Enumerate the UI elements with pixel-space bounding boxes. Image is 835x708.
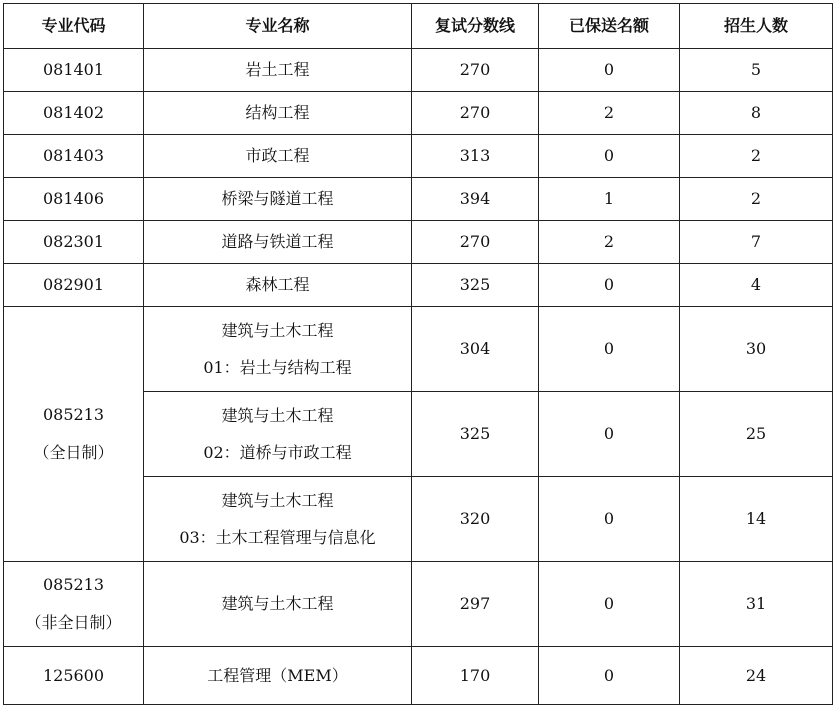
major-name: 建筑与土木工程	[221, 405, 334, 425]
major-code: 082901	[4, 264, 144, 307]
recommended-quota: 2	[539, 221, 680, 264]
recommended-quota: 0	[539, 307, 680, 392]
enrollment-count: 8	[680, 92, 833, 135]
table-row	[4, 178, 833, 221]
retest-score: 270	[412, 221, 539, 264]
retest-score: 270	[412, 49, 539, 92]
table-row	[4, 264, 833, 307]
table-row	[4, 221, 833, 264]
major-direction: 02：道桥与市政工程	[203, 442, 352, 462]
enrollment-count: 4	[680, 264, 833, 307]
major-direction: 01：岩土与结构工程	[203, 357, 352, 377]
header-enrollment: 招生人数	[680, 4, 833, 49]
recommended-quota: 0	[539, 477, 680, 562]
table-row-parttime	[4, 562, 833, 647]
major-name: 建筑与土木工程	[221, 320, 334, 340]
major-name: 市政工程	[144, 135, 412, 178]
enrollment-count: 25	[680, 392, 833, 477]
retest-score: 313	[412, 135, 539, 178]
major-code: 081406	[4, 178, 144, 221]
major-name: 工程管理（MEM）	[144, 647, 412, 705]
recommended-quota: 0	[539, 135, 680, 178]
major-name-cell	[144, 392, 412, 477]
admissions-table	[3, 3, 833, 705]
retest-score: 270	[412, 92, 539, 135]
retest-score: 304	[412, 307, 539, 392]
recommended-quota: 0	[539, 392, 680, 477]
enrollment-count: 7	[680, 221, 833, 264]
major-name: 结构工程	[144, 92, 412, 135]
table-row	[4, 92, 833, 135]
header-retest-score: 复试分数线	[412, 4, 539, 49]
major-name: 岩土工程	[144, 49, 412, 92]
major-code: 081401	[4, 49, 144, 92]
major-direction: 03：土木工程管理与信息化	[179, 527, 376, 547]
recommended-quota: 0	[539, 562, 680, 647]
enrollment-count: 24	[680, 647, 833, 705]
header-major-name: 专业名称	[144, 4, 412, 49]
header-major-code: 专业代码	[4, 4, 144, 49]
retest-score: 170	[412, 647, 539, 705]
major-code: 085213	[42, 405, 105, 424]
major-name-cell	[144, 477, 412, 562]
major-code: 082301	[4, 221, 144, 264]
major-name: 森林工程	[144, 264, 412, 307]
retest-score: 325	[412, 264, 539, 307]
enrollment-count: 2	[680, 178, 833, 221]
major-name: 桥梁与隧道工程	[144, 178, 412, 221]
enrollment-count: 30	[680, 307, 833, 392]
major-code: 125600	[4, 647, 144, 705]
major-name: 建筑与土木工程	[144, 562, 412, 647]
recommended-quota: 2	[539, 92, 680, 135]
enrollment-count: 14	[680, 477, 833, 562]
major-name: 道路与铁道工程	[144, 221, 412, 264]
retest-score: 325	[412, 392, 539, 477]
table-row-mem	[4, 647, 833, 705]
header-row	[4, 4, 833, 49]
table-row	[4, 49, 833, 92]
recommended-quota: 0	[539, 49, 680, 92]
enrollment-count: 31	[680, 562, 833, 647]
retest-score: 394	[412, 178, 539, 221]
table-row	[4, 135, 833, 178]
enrollment-count: 2	[680, 135, 833, 178]
table-row-fulltime-track-01	[4, 307, 833, 392]
major-code-fulltime	[4, 307, 144, 562]
major-code: 081403	[4, 135, 144, 178]
study-mode: （非全日制）	[25, 613, 122, 632]
recommended-quota: 0	[539, 264, 680, 307]
recommended-quota: 1	[539, 178, 680, 221]
major-code: 081402	[4, 92, 144, 135]
study-mode: （全日制）	[33, 443, 114, 462]
major-name: 建筑与土木工程	[221, 490, 334, 510]
retest-score: 297	[412, 562, 539, 647]
recommended-quota: 0	[539, 647, 680, 705]
major-code: 085213	[42, 575, 105, 594]
enrollment-count: 5	[680, 49, 833, 92]
retest-score: 320	[412, 477, 539, 562]
major-code-parttime	[4, 562, 144, 647]
major-name-cell	[144, 307, 412, 392]
header-recommended-quota: 已保送名额	[539, 4, 680, 49]
